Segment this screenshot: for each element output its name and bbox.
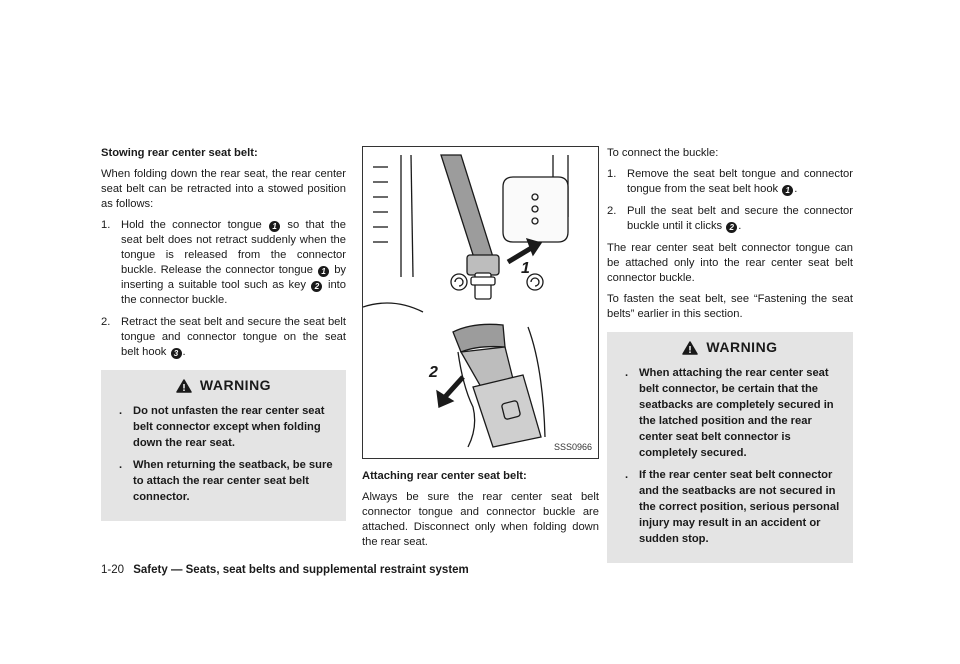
callout-1-icon: 1 (782, 185, 793, 196)
step-text: so that the seat belt does not retract suddenly when the tongue is released from the connector buckle. Release the connector tongue (121, 219, 347, 276)
step-number: 1. (101, 219, 111, 231)
warning-text: When attaching the rear center seat belt connector, be certain that the seatbacks are completely secured in the latched position and the rear center seat belt connector is completely secured. (639, 367, 834, 459)
bullet: . (625, 469, 629, 481)
callout-3-icon: 3 (171, 348, 182, 359)
stowing-step-2 (101, 315, 346, 360)
warning-triangle-icon (176, 379, 192, 393)
step-text: . (794, 183, 798, 195)
connect-step-1 (607, 167, 853, 197)
stowing-intro: When folding down the rear seat, the rear center seat belt can be retracted into a stowed position as follows: (101, 168, 346, 210)
warning-box-attaching (607, 332, 853, 563)
warning-header (111, 378, 336, 393)
warning-text: If the rear center seat belt connector and the seatbacks are not secured in the correct position, serious personal injury may result in an accident or sudden stop. (639, 469, 840, 545)
warning-text: When returning the seatback, be sure to attach the rear center seat belt connector. (133, 459, 333, 503)
warning-item (617, 467, 843, 547)
bullet: . (625, 367, 629, 379)
bullet: . (119, 405, 123, 417)
step-text: . (182, 346, 186, 358)
warning-item (111, 403, 336, 451)
callout-1-icon: 1 (318, 266, 329, 277)
callout-2-icon: 2 (726, 222, 737, 233)
warning-title: WARNING (706, 339, 778, 355)
step-number: 1. (607, 168, 617, 180)
warning-item (111, 457, 336, 505)
connect-intro: To connect the buckle: (607, 147, 719, 159)
figure-code: SSS0966 (553, 442, 592, 452)
page-number: 1-20 (101, 564, 125, 576)
stowing-step-1 (101, 218, 346, 308)
seat-belt-illustration (362, 146, 599, 459)
section-heading-stowing: Stowing rear center seat belt: (101, 147, 258, 159)
step-text: Hold the connector tongue (121, 219, 262, 231)
callout-2-icon: 2 (311, 281, 322, 292)
right-column (607, 146, 853, 563)
connect-step-2 (607, 204, 853, 234)
connect-para-1: The rear center seat belt connector tongue can be attached only into the rear center seat belt connector buckle. (607, 242, 853, 284)
warning-header (617, 340, 843, 355)
warning-box-stowing (101, 370, 346, 521)
figure-callout-1: 1 (521, 260, 530, 277)
footer-title: Safety — Seats, seat belts and supplemental restraint system (133, 564, 469, 576)
step-text: by inserting a suitable tool such as key (121, 264, 347, 291)
middle-column (362, 146, 599, 556)
page-footer (101, 563, 469, 578)
connect-para-2: To fasten the seat belt, see “Fastening the seat belts” earlier in this section. (607, 293, 853, 320)
warning-text: Do not unfasten the rear center seat belt connector except when folding down the rear seat. (133, 405, 325, 449)
warning-title: WARNING (199, 377, 272, 393)
bullet: . (119, 459, 123, 471)
callout-1-icon: 1 (269, 221, 280, 232)
seat-belt-diagram-icon (363, 147, 598, 458)
step-number: 2. (607, 205, 617, 217)
step-text: Retract the seat belt and secure the seat belt tongue and connector tongue on the seat belt hook (121, 316, 346, 358)
step-text: Pull the seat belt and secure the connector buckle until it clicks (627, 205, 853, 232)
section-heading-attaching: Attaching rear center seat belt: (362, 470, 527, 482)
left-column (101, 146, 346, 521)
warning-triangle-icon (682, 341, 698, 355)
warning-item (617, 365, 843, 461)
step-text: into the connector buckle. (121, 279, 346, 306)
step-number: 2. (101, 316, 111, 328)
step-text: Remove the seat belt tongue and connector tongue from the seat belt hook (627, 168, 853, 195)
step-text: . (738, 220, 742, 232)
figure-callout-2: 2 (429, 364, 438, 381)
attaching-body: Always be sure the rear center seat belt connector tongue and connector buckle are attached. Disconnect only when folding down the rear seat. (362, 491, 599, 548)
